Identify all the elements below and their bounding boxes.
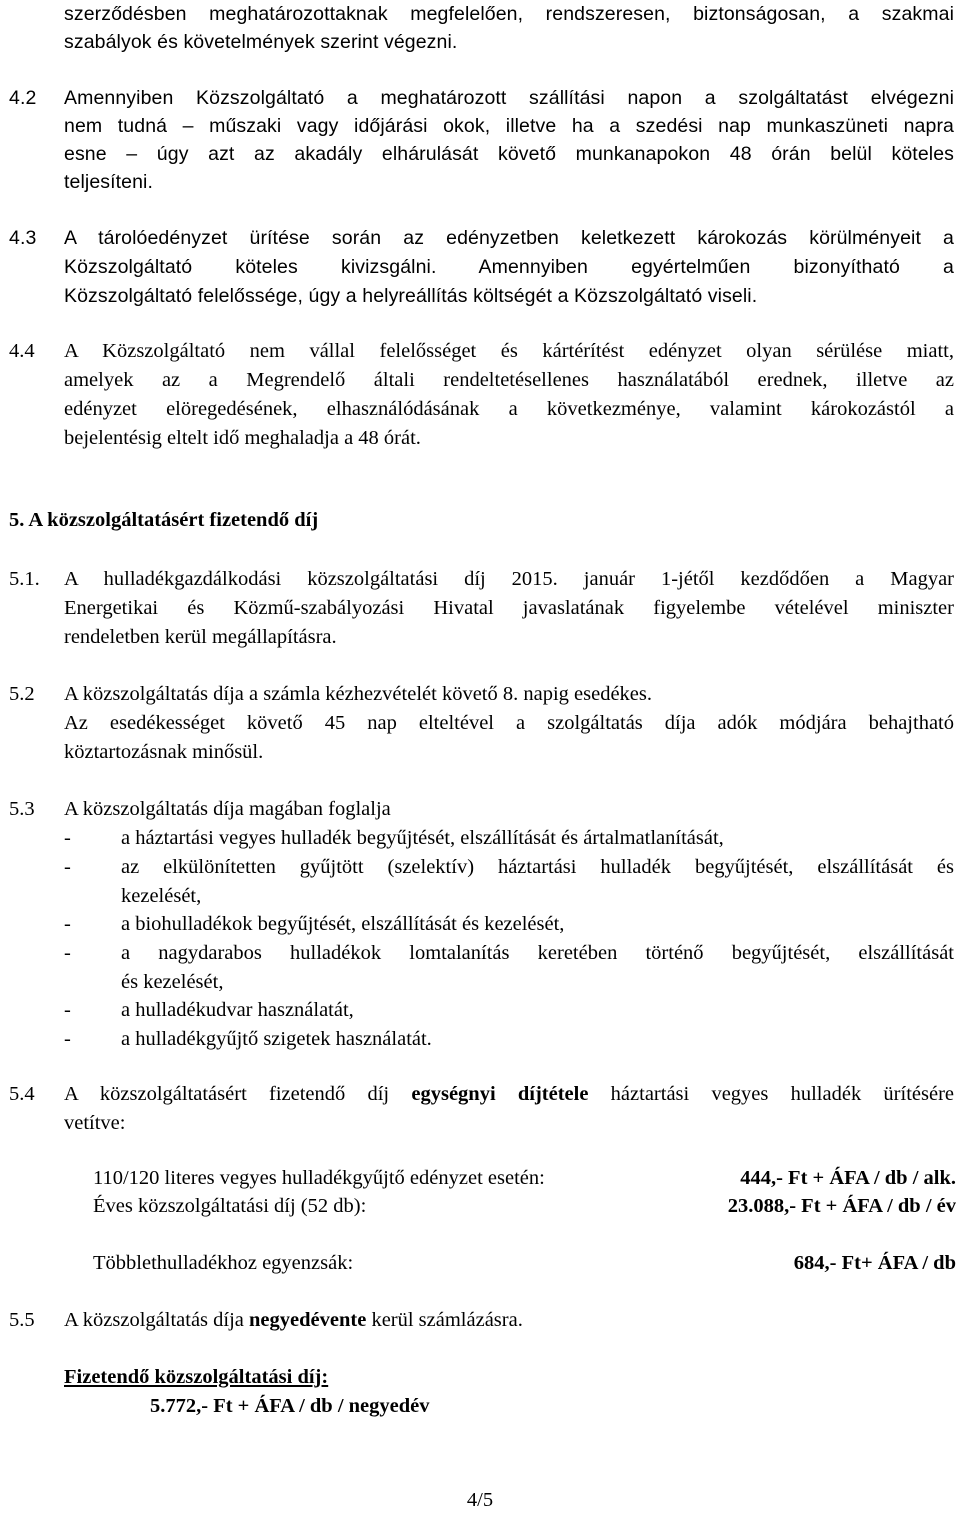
list-dash: -: [64, 827, 71, 849]
list-item-text: a biohulladékok begyűjtését, elszállítását és kezelését,: [121, 913, 565, 935]
paragraph-line: Közszolgáltató köteles kivizsgálni. Amennyiben egyértelműen bizonyítható a: [64, 256, 954, 278]
list-dash: -: [64, 1028, 71, 1050]
payable-label: Fizetendő közszolgáltatási díj:: [64, 1366, 329, 1388]
list-dash: -: [64, 856, 71, 878]
paragraph-line: A Közszolgáltató nem vállal felelősséget és kártérítést edényzet olyan sérülése miatt,: [64, 340, 954, 362]
fee-label: 110/120 literes vegyes hulladékgyűjtő edényzet esetén:: [93, 1167, 545, 1189]
paragraph-line: Energetikai és Közmű-szabályozási Hivatal javaslatának figyelembe vételével miniszter: [64, 597, 954, 619]
paragraph-line: A hulladékgazdálkodási közszolgáltatási díj 2015. január 1-jétől kezdődően a Magyar: [64, 568, 954, 590]
section-number: 4.2: [9, 87, 37, 109]
text-run: A közszolgáltatás díja: [64, 1309, 250, 1331]
paragraph-line: bejelentésig eltelt idő meghaladja a 48 órát.: [64, 427, 421, 449]
paragraph-line: Közszolgáltató felelőssége, úgy a helyreállítás költségét a Közszolgáltató viseli.: [64, 285, 758, 307]
list-item-text: a hulladékudvar használatát,: [121, 999, 354, 1021]
paragraph-line: rendeletben kerül megállapításra.: [64, 626, 337, 648]
paragraph-line: nem tudná – műszaki vagy időjárási okok, illetve ha a szedési nap munkaszüneti napra: [64, 115, 954, 137]
fee-label: Éves közszolgáltatási díj (52 db):: [93, 1195, 367, 1217]
list-item-text: az elkülönítetten gyűjtött (szelektív) háztartási hulladék begyűjtését, elszállítását és: [121, 856, 954, 878]
list-dash: -: [64, 913, 71, 935]
paragraph-line: Amennyiben Közszolgáltató a meghatározott szállítási napon a szolgáltatást elvégezni: [64, 87, 954, 109]
list-item-text: a nagydarabos hulladékok lomtalanítás keretében történő begyűjtését, elszállítását: [121, 942, 954, 964]
text-run: háztartási vegyes hulladék ürítésére: [588, 1083, 955, 1105]
text-run: kerül számlázásra.: [366, 1309, 523, 1331]
paragraph-line: köztartozásnak minősül.: [64, 741, 264, 763]
section-5-3-intro: A közszolgáltatás díja magában foglalja: [64, 798, 391, 820]
intro-line-1: szerződésben meghatározottaknak megfelelően, rendszeresen, biztonságosan, a szakmai: [64, 3, 954, 25]
section-number: 4.3: [9, 227, 37, 249]
section-5-heading: 5. A közszolgáltatásért fizetendő díj: [9, 509, 319, 531]
list-item-text: a hulladékgyűjtő szigetek használatát.: [121, 1028, 432, 1050]
paragraph-line: A tárolóedényzet ürítése során az edényzetben keletkezett károkozás körülményeit a: [64, 227, 954, 249]
bold-text-run: egységnyi díjtétele: [411, 1083, 589, 1105]
list-item-text: és kezelését,: [121, 971, 224, 993]
paragraph-line: esne – úgy azt az akadály elhárulását követő munkanapokon 48 órán belül köteles: [64, 143, 954, 165]
paragraph-line: amelyek az a Megrendelő általi rendeltetésellenes használatából erednek, illetve az: [64, 369, 954, 391]
paragraph-line: vetítve:: [64, 1112, 126, 1134]
paragraph-line: teljesíteni.: [64, 171, 153, 193]
bold-text-run: negyedévente: [249, 1309, 367, 1331]
page-number: 4/5: [466, 1489, 494, 1511]
payable-value: 5.772,- Ft + ÁFA / db / negyedév: [150, 1395, 430, 1417]
section-number: 4.4: [9, 340, 35, 362]
paragraph-line: Az esedékességet követő 45 nap elteltével a szolgáltatás díja adók módjára behajtható: [64, 712, 954, 734]
list-dash: -: [64, 942, 71, 964]
paragraph-line: edényzet elöregedésének, elhasználódásának a következménye, valamint károkozástól a: [64, 398, 954, 420]
section-number: 5.5: [9, 1309, 35, 1331]
text-run: A közszolgáltatásért fizetendő díj: [64, 1083, 412, 1105]
list-item-text: kezelését,: [121, 885, 202, 907]
fee-value: 444,- Ft + ÁFA / db / alk.: [740, 1167, 956, 1189]
fee-value: 23.088,- Ft + ÁFA / db / év: [727, 1195, 956, 1217]
section-number: 5.4: [9, 1083, 35, 1105]
section-number: 5.1.: [9, 568, 40, 590]
intro-line-2: szabályok és követelmények szerint végezni.: [64, 31, 458, 53]
fee-value: 684,- Ft+ ÁFA / db: [793, 1252, 956, 1274]
section-number: 5.3: [9, 798, 35, 820]
list-item-text: a háztartási vegyes hulladék begyűjtését, elszállítását és ártalmatlanítását,: [121, 827, 724, 849]
section-number: 5.2: [9, 683, 35, 705]
fee-label: Többlethulladékhoz egyenzsák:: [93, 1252, 354, 1274]
paragraph-line: A közszolgáltatás díja a számla kézhezvételét követő 8. napig esedékes.: [64, 683, 653, 705]
list-dash: -: [64, 999, 71, 1021]
